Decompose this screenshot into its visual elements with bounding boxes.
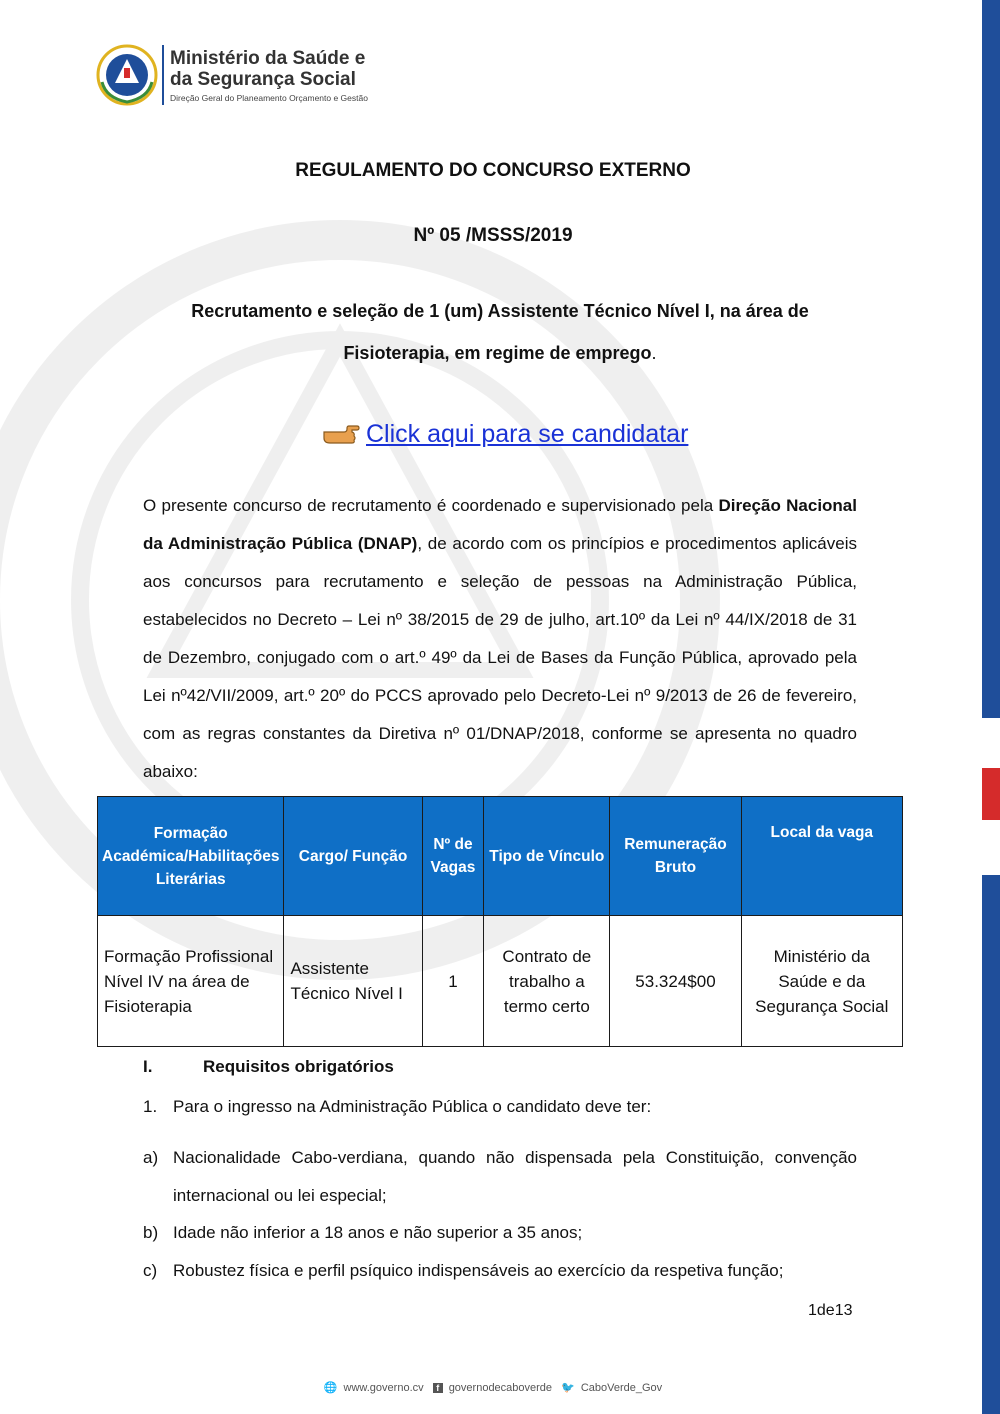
table-cell: Contrato de trabalho a termo certo (484, 916, 610, 1047)
positions-table (97, 796, 903, 1047)
footer-twitter[interactable]: CaboVerde_Gov (580, 1382, 663, 1394)
national-seal-logo (96, 44, 158, 106)
list-item (143, 1088, 857, 1126)
ministry-header (96, 44, 368, 106)
section-number: I. (143, 1057, 153, 1076)
subtitle-period: . (651, 343, 657, 363)
section-title: Requisitos obrigatórios (203, 1057, 394, 1076)
document-title: REGULAMENTO DO CONCURSO EXTERNO (295, 160, 691, 181)
document-number: Nº 05 /MSSS/2019 (413, 225, 573, 246)
list-item-mark: a) (143, 1148, 159, 1167)
table-cell: 53.324$00 (610, 916, 741, 1047)
intro-paragraph (143, 487, 857, 791)
table-header-cell: Local da vaga (741, 797, 902, 916)
intro-dnap-bold: Direção Nacional da Administração Pública (DNAP) (143, 496, 857, 553)
list-item-text: Robustez física e perfil psíquico indispensáveis ao exercício da respetiva função; (173, 1261, 784, 1280)
header-divider (162, 45, 164, 105)
footer-facebook[interactable]: governodecaboverde (448, 1382, 553, 1394)
subtitle-line2: Fisioterapia, em regime de emprego (343, 343, 652, 363)
table-row (98, 916, 903, 1047)
ministry-name-line2: da Segurança Social (170, 68, 356, 90)
intro-text-end: , de acordo com os princípios e procedimentos aplicáveis aos concursos para recrutamento e seleção de pessoas na Administração Pública, estabelecidos no Decreto – Lei nº 38/2015 de 29 de julho, art.10º da Lei nº 44/IX/2018 de 31 de Dezembro, conjugado com o art.º 49º da Lei de Bases da Função Pública, aprovado pela Lei nº42/VII/2009, art.º 20º do PCCS aprovado pelo Decreto-Lei nº 9/2013 de 26 de fevereiro, com as regras constantes da Diretiva nº 01/DNAP/2018, conforme se apresenta no quadro abaixo: (143, 534, 857, 781)
table-header-cell: Tipo de Vínculo (484, 797, 610, 916)
side-bar-blue-top (982, 0, 1000, 718)
table-header-cell: Formação Académica/Habilitações Literárias (98, 797, 284, 916)
twitter-icon: 🐦 (561, 1382, 575, 1394)
intro-text-start: O presente concurso de recrutamento é coordenado e supervisionado pela (143, 496, 719, 515)
page-number: 1de13 (808, 1302, 853, 1319)
footer (0, 1381, 986, 1394)
table-header-row (98, 797, 903, 916)
list-item-mark: c) (143, 1261, 158, 1280)
document-subtitle (143, 290, 857, 374)
list-item-text: Para o ingresso na Administração Pública o candidato deve ter: (173, 1097, 652, 1116)
list-item (143, 1252, 857, 1290)
table-header-cell: Cargo/ Função (284, 797, 422, 916)
footer-website[interactable]: www.governo.cv (343, 1382, 424, 1394)
section-heading (143, 1057, 394, 1077)
facebook-icon: f (433, 1383, 443, 1393)
list-item-text: Idade não inferior a 18 anos e não superior a 35 anos; (173, 1223, 583, 1242)
table-cell: Ministério da Saúde e da Segurança Social (741, 916, 902, 1047)
side-bar-red (982, 768, 1000, 820)
globe-icon: 🌐 (323, 1382, 338, 1394)
apply-link[interactable]: Click aqui para se candidatar (366, 420, 689, 448)
side-bar-blue-bottom (982, 875, 1000, 1414)
ministry-subtitle: Direção Geral do Planeamento Orçamento e Gestão (170, 92, 368, 103)
subtitle-line1: Recrutamento e seleção de 1 (um) Assistente Técnico Nível I, na área de (191, 301, 809, 321)
apply-link-row (322, 420, 688, 449)
list-item (143, 1214, 857, 1252)
table-cell: 1 (422, 916, 484, 1047)
list-item-mark: b) (143, 1223, 159, 1242)
list-item (143, 1139, 857, 1215)
list-item-number: 1. (143, 1097, 158, 1116)
table-cell: Formação Profissional Nível IV na área de Fisioterapia (98, 916, 284, 1047)
ministry-name-line1: Ministério da Saúde e (170, 47, 366, 69)
pointing-hand-icon (322, 424, 360, 446)
table-cell: Assistente Técnico Nível I (284, 916, 422, 1047)
table-header-cell: Remuneração Bruto (610, 797, 741, 916)
list-item-text: Nacionalidade Cabo-verdiana, quando não dispensada pela Constituição, convenção internacional ou lei especial; (173, 1148, 857, 1205)
table-header-cell: Nº de Vagas (422, 797, 484, 916)
